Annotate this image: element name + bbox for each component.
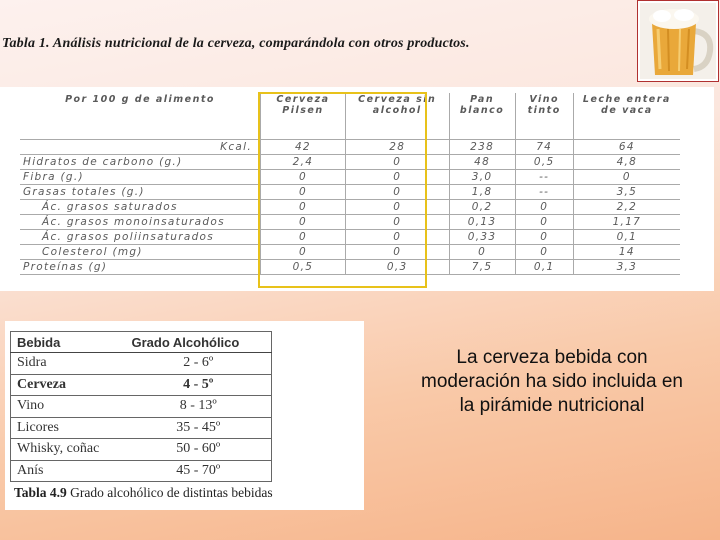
header-per-100g: Por 100 g de alimento [20,93,261,140]
header-pan-blanco: Pan blanco [449,93,515,140]
row-label: Ác. grasos saturados [20,200,261,215]
body-text: La cerveza bebida con moderación ha sido incluida en la pirámide nutricional [421,347,683,416]
table-cell: 0,5 [515,155,573,170]
header-vino-tinto: Vino tinto [515,93,573,140]
table-cell: 1,17 [573,215,680,230]
table-row [20,215,680,230]
table-cell: 0 [261,230,346,245]
row-label: Proteínas (g) [20,260,261,275]
alcohol-header-row [11,332,272,353]
alcohol-table [10,331,272,482]
header-cerveza-sin-alcohol: Cerveza sin alcohol [345,93,449,140]
table-cell: 3,5 [573,185,680,200]
nutrition-table [20,93,680,275]
table-cell: 0 [573,170,680,185]
drink-grade: 35 - 45º [125,417,271,439]
table-cell: 1,8 [449,185,515,200]
table-row [11,374,272,396]
table-cell: 0,3 [345,260,449,275]
table-cell: 0 [515,215,573,230]
table-cell: 74 [515,140,573,155]
table-row [20,170,680,185]
table-cell: 0 [515,245,573,260]
drink-grade: 4 - 5º [125,374,271,396]
table-row [20,245,680,260]
table-cell: 0 [261,185,346,200]
table-cell: 0 [345,200,449,215]
beer-mug-image [637,0,719,82]
row-label: Kcal. [20,140,261,155]
row-label: Hidratos de carbono (g.) [20,155,261,170]
drink-name: Whisky, coñac [11,439,126,461]
row-label: Ác. grasos monoinsaturados [20,215,261,230]
table-row [11,353,272,375]
drink-name: Vino [11,396,126,418]
nutrition-table-panel [0,87,714,291]
table-cell: 64 [573,140,680,155]
slide-title: Tabla 1. Análisis nutricional de la cerveza, comparándola con otros productos. [2,36,470,51]
table-cell: 2,2 [573,200,680,215]
table-cell: 28 [345,140,449,155]
table-cell: 0 [345,170,449,185]
table-row [11,396,272,418]
drink-grade: 2 - 6º [125,353,271,375]
table-cell: 42 [261,140,346,155]
table-cell: 0 [261,170,346,185]
row-label: Ác. grasos poliinsaturados [20,230,261,245]
table-cell: 3,3 [573,260,680,275]
row-label: Grasas totales (g.) [20,185,261,200]
drink-name: Cerveza [11,374,126,396]
table-row [20,155,680,170]
table-cell: 0 [345,230,449,245]
table-cell: 0,5 [261,260,346,275]
row-label: Fibra (g.) [20,170,261,185]
table-cell: 2,4 [261,155,346,170]
row-label: Colesterol (mg) [20,245,261,260]
table-row [11,417,272,439]
nutrition-header-row [20,93,680,140]
alcohol-table-panel [5,321,364,510]
table-cell: 0 [515,200,573,215]
table-cell: 0 [345,185,449,200]
drink-name: Anís [11,460,126,482]
table-cell: 0 [515,230,573,245]
drink-grade: 50 - 60º [125,439,271,461]
table-cell: 7,5 [449,260,515,275]
table-cell: 238 [449,140,515,155]
drink-grade: 8 - 13º [125,396,271,418]
table-row [20,140,680,155]
drink-name: Licores [11,417,126,439]
table-cell: 14 [573,245,680,260]
drink-grade: 45 - 70º [125,460,271,482]
beer-mug-icon [638,1,718,81]
drink-name: Sidra [11,353,126,375]
table-cell: 0,1 [515,260,573,275]
table-cell: 0 [345,245,449,260]
table-cell: -- [515,170,573,185]
table-cell: 0,2 [449,200,515,215]
table-cell: 0 [261,200,346,215]
table-cell: 0,1 [573,230,680,245]
table-cell: 0 [261,215,346,230]
table-cell: 0,33 [449,230,515,245]
caption-text: Grado alcohólico de distintas bebidas [66,485,273,500]
table-cell: 4,8 [573,155,680,170]
table-cell: -- [515,185,573,200]
table-row [20,230,680,245]
table-row [20,200,680,215]
caption-label: Tabla 4.9 [14,485,67,500]
table-cell: 0 [345,155,449,170]
header-grado-alcoholico: Grado Alcohólico [125,332,271,353]
header-cerveza-pilsen: Cerveza Pilsen [261,93,346,140]
table-row [20,260,680,275]
alcohol-table-caption [14,485,273,501]
header-bebida: Bebida [11,332,126,353]
header-leche-entera: Leche entera de vaca [582,94,671,116]
table-cell: 48 [449,155,515,170]
table-row [11,439,272,461]
table-cell: 3,0 [449,170,515,185]
table-cell: 0,13 [449,215,515,230]
table-row [11,460,272,482]
table-row [20,185,680,200]
table-cell: 0 [345,215,449,230]
table-cell: 0 [449,245,515,260]
table-cell: 0 [261,245,346,260]
